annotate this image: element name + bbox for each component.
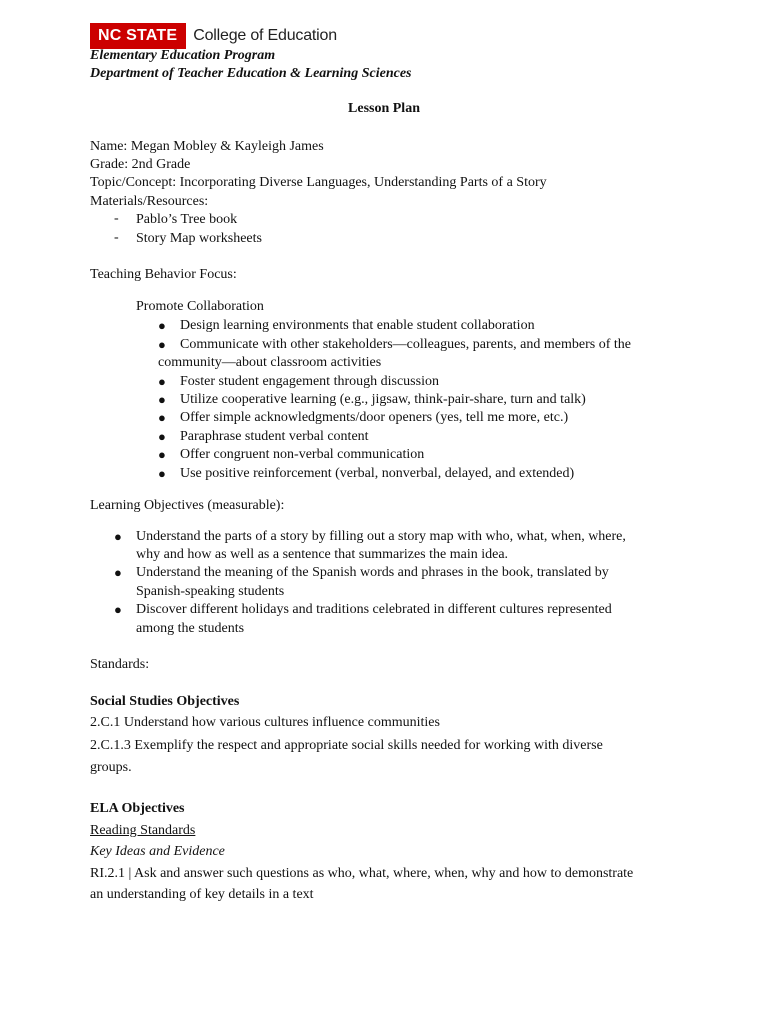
teaching-behavior-label: Teaching Behavior Focus: bbox=[90, 267, 237, 282]
behavior-item-cont: community—about classroom activities bbox=[158, 355, 382, 370]
objectives-label: Learning Objectives (measurable): bbox=[90, 498, 285, 513]
bullet-icon: ● bbox=[114, 602, 122, 617]
material-item: Story Map worksheets bbox=[136, 231, 262, 246]
social-studies-heading: Social Studies Objectives bbox=[90, 694, 240, 709]
ela-standard-cont: an understanding of key details in a text bbox=[90, 887, 314, 902]
bullet-icon: ● bbox=[158, 337, 166, 352]
ela-standard: RI.2.1 | Ask and answer such questions as who, what, where, when, why and how to demonstrate bbox=[90, 866, 634, 881]
department-name: Department of Teacher Education & Learning Sciences bbox=[90, 66, 412, 81]
bullet-icon: ● bbox=[158, 447, 166, 462]
program-name: Elementary Education Program bbox=[90, 48, 276, 63]
standards-label: Standards: bbox=[90, 657, 150, 672]
grade-line: Grade: 2nd Grade bbox=[90, 157, 191, 172]
bullet-icon: ● bbox=[158, 374, 166, 389]
bullet-icon: ● bbox=[158, 318, 166, 333]
objective-item-cont: Spanish-speaking students bbox=[136, 584, 285, 599]
bullet-icon: ● bbox=[158, 466, 166, 481]
logo-brand: NC STATE bbox=[90, 23, 186, 49]
list-dash: - bbox=[114, 211, 119, 226]
key-ideas-heading: Key Ideas and Evidence bbox=[90, 844, 225, 859]
behavior-item: Offer congruent non-verbal communication bbox=[180, 447, 425, 462]
reading-standards-heading: Reading Standards bbox=[90, 823, 196, 838]
page-title: Lesson Plan bbox=[348, 101, 420, 116]
behavior-item: Offer simple acknowledgments/door openers (yes, tell me more, etc.) bbox=[180, 410, 569, 425]
behavior-item: Communicate with other stakeholders—colleagues, parents, and members of the bbox=[180, 337, 631, 352]
behavior-item: Use positive reinforcement (verbal, nonverbal, delayed, and extended) bbox=[180, 466, 575, 481]
social-standard: 2.C.1 Understand how various cultures influence communities bbox=[90, 715, 440, 730]
objective-item: Understand the parts of a story by filling out a story map with who, what, when, where, bbox=[136, 529, 626, 544]
ela-heading: ELA Objectives bbox=[90, 801, 185, 816]
topic-line: Topic/Concept: Incorporating Diverse Languages, Understanding Parts of a Story bbox=[90, 175, 547, 190]
objective-item: Understand the meaning of the Spanish words and phrases in the book, translated by bbox=[136, 565, 609, 580]
list-dash: - bbox=[114, 230, 119, 245]
bullet-icon: ● bbox=[158, 429, 166, 444]
bullet-icon: ● bbox=[158, 410, 166, 425]
bullet-icon: ● bbox=[114, 529, 122, 544]
bullet-icon: ● bbox=[158, 392, 166, 407]
logo-college: College of Education bbox=[193, 27, 337, 44]
material-item: Pablo’s Tree book bbox=[136, 212, 238, 227]
behavior-item: Utilize cooperative learning (e.g., jigsaw, think-pair-share, turn and talk) bbox=[180, 392, 586, 407]
teaching-focus: Promote Collaboration bbox=[136, 299, 264, 314]
social-standard-cont: groups. bbox=[90, 760, 132, 775]
ncstate-logo bbox=[90, 23, 337, 49]
objective-item-cont: why and how as well as a sentence that summarizes the main idea. bbox=[136, 547, 509, 562]
behavior-item: Foster student engagement through discussion bbox=[180, 374, 439, 389]
social-standard: 2.C.1.3 Exemplify the respect and appropriate social skills needed for working with diverse bbox=[90, 738, 603, 753]
materials-label: Materials/Resources: bbox=[90, 194, 209, 209]
behavior-item: Design learning environments that enable student collaboration bbox=[180, 318, 535, 333]
objective-item-cont: among the students bbox=[136, 621, 245, 636]
objective-item: Discover different holidays and traditions celebrated in different cultures represented bbox=[136, 602, 612, 617]
bullet-icon: ● bbox=[114, 565, 122, 580]
name-line: Name: Megan Mobley & Kayleigh James bbox=[90, 139, 324, 154]
behavior-item: Paraphrase student verbal content bbox=[180, 429, 369, 444]
